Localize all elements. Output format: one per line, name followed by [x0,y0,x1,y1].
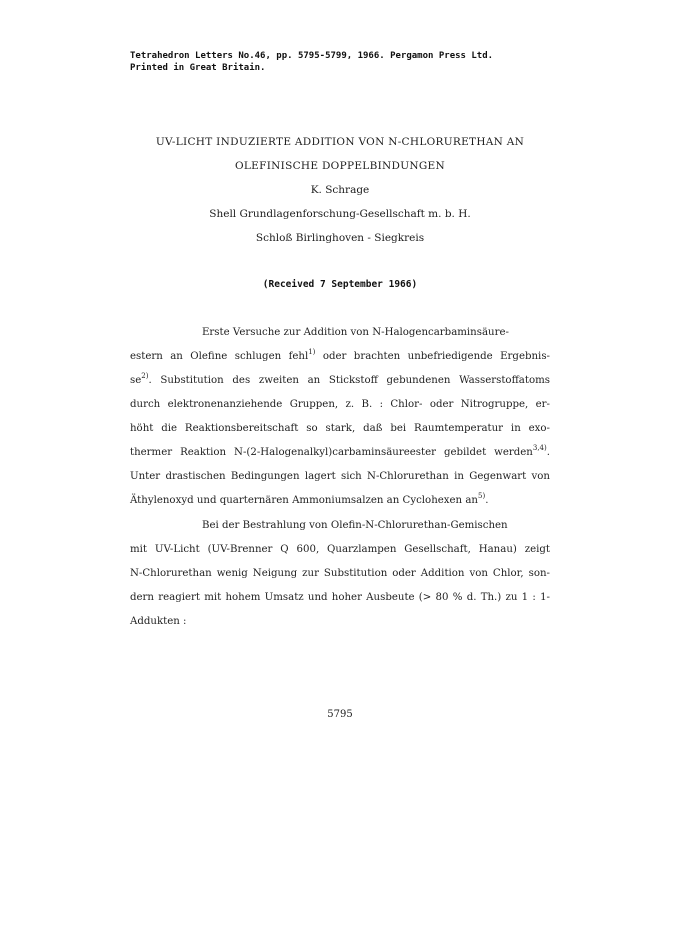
header-printed: Printed in Great Britain. [130,63,266,73]
affiliation-line-1: Shell Grundlagenforschung-Gesellschaft m. b. H. [209,208,471,220]
footnote-ref-5: 5) [478,492,486,500]
p2-line-5: Addukten : [130,616,187,627]
p1-line-8 [130,494,550,508]
received-date: (Received 7 September 1966) [262,279,418,290]
p1-line-2 [130,350,550,364]
page-number: 5795 [327,709,353,720]
p1-line-5: höht die Reaktionsbereitschaft so stark, daß bei Raumtemperatur in exo- [130,423,550,434]
p1-line-3-text: se [130,375,142,386]
footnote-ref-1: 1) [308,348,316,356]
p1-line-8-rest: . [485,495,489,506]
p1-line-4: durch elektronenanziehende Gruppen, z. B. : Chlor- oder Nitrogruppe, er- [130,399,550,410]
p1-line-3 [130,374,550,388]
p1-line-3-rest: . Substitution des zweiten an Stickstoff gebundenen Wasserstoffatoms [148,375,550,386]
p2-line-4: dern reagiert mit hohem Umsatz und hoher Ausbeute (> 80 % d. Th.) zu 1 : 1- [130,592,550,603]
p1-line-1: Erste Versuche zur Addition von N-Halogencarbaminsäure- [202,327,509,338]
p1-line-6-rest: . [546,447,550,458]
header-citation: Tetrahedron Letters No.46, pp. 5795-5799, 1966. Pergamon Press Ltd. [130,51,494,61]
author: K. Schrage [310,184,370,196]
p1-line-6-text: thermer Reaktion N-(2-Halogenalkyl)carbaminsäureester gebildet werden [130,447,533,458]
p2-line-1: Bei der Bestrahlung von Olefin-N-Chlorurethan-Gemischen [202,520,508,531]
p2-line-3: N-Chlorurethan wenig Neigung zur Substitution oder Addition von Chlor, son- [130,568,550,579]
footnote-ref-2: 2) [141,372,149,380]
p1-line-8-text: Äthylenoxyd und quarternären Ammoniumsalzen an Cyclohexen an [130,495,478,506]
affiliation-line-2: Schloß Birlinghoven - Siegkreis [255,232,425,244]
p1-line-2-rest: oder brachten unbefriedigende Ergebnis- [315,351,550,362]
p1-line-2-text: estern an Olefine schlugen fehl [130,351,309,362]
p1-line-6 [130,446,550,460]
p1-line-7: Unter drastischen Bedingungen lagert sich N-Chlorurethan in Gegenwart von [130,471,550,482]
footnote-ref-3-4: 3,4) [532,444,547,452]
title-line-1: UV-LICHT INDUZIERTE ADDITION VON N-CHLORURETHAN AN [155,136,525,148]
p2-line-2: mit UV-Licht (UV-Brenner Q 600, Quarzlampen Gesellschaft, Hanau) zeigt [130,544,550,555]
title-line-2: OLEFINISCHE DOPPELBINDUNGEN [234,160,446,172]
